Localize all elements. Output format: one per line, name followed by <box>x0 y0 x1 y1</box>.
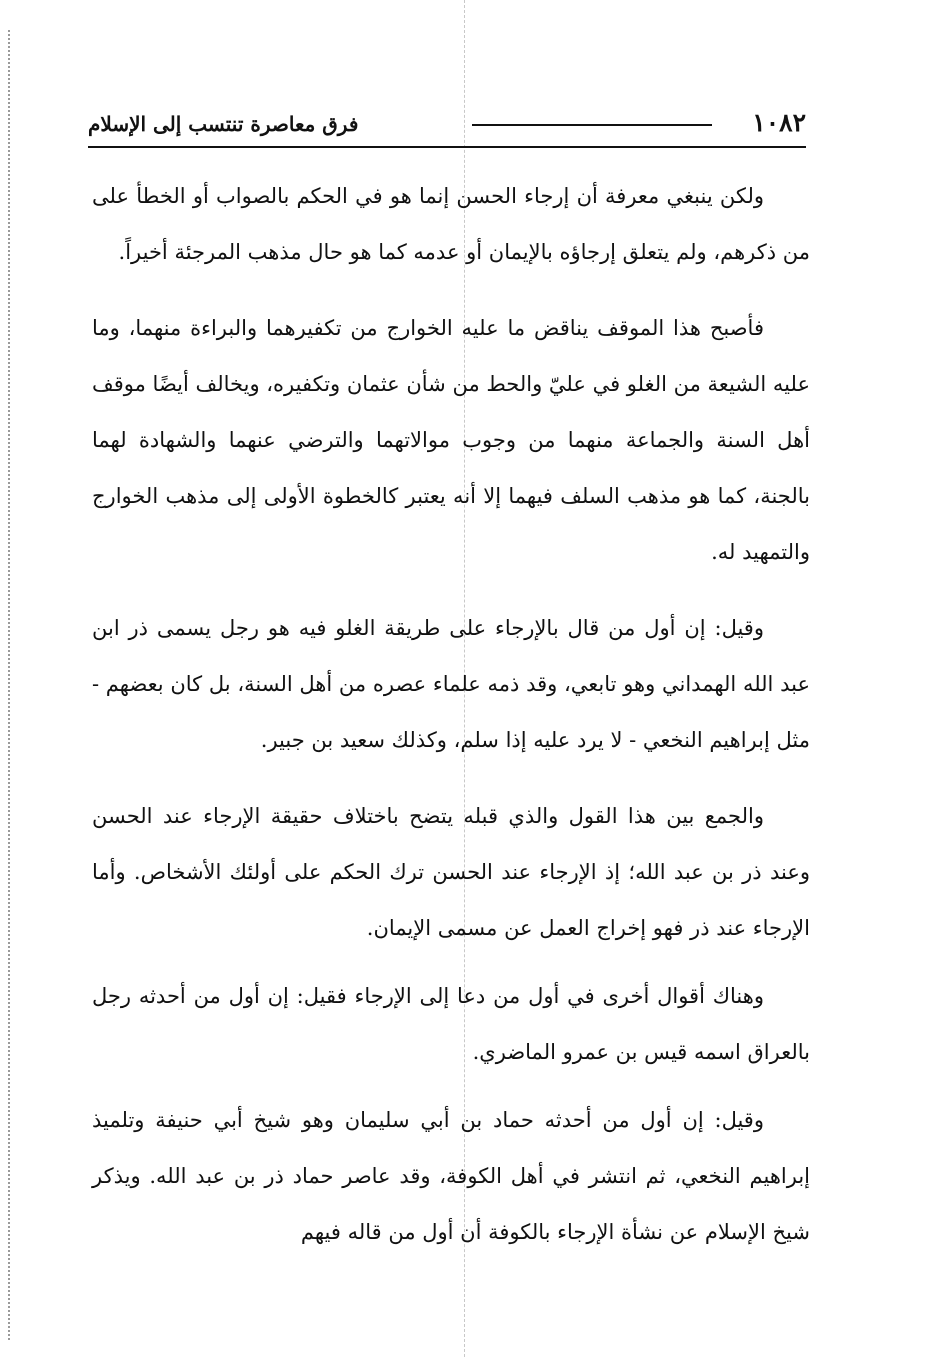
paragraph-2: فأصبح هذا الموقف يناقض ما عليه الخوارج من تكفيرهما والبراءة منهما، وما عليه الشيعة من الغلو في عليّ والحط من شأن عثمان وتكفيره، ويخالف أيضًا موقف أهل السنة والجماعة منهما من وجوب موالاتهما والترضي عنهما والشهادة لهما بالجنة، كما هو مذهب السلف فيهما إلا أنه يعتبر كالخطوة الأولى إلى مذهب الخوارج والتمهيد له. <box>92 316 810 564</box>
running-title: فرق معاصرة تنتسب إلى الإسلام <box>88 112 359 136</box>
header-rule <box>88 146 806 148</box>
paragraph-3: وقيل: إن أول من قال بالإرجاء على طريقة الغلو فيه هو رجل يسمى ذر ابن عبد الله الهمداني وهو تابعي، وقد ذمه علماء عصره من أهل السنة، بل كان بعضهم - مثل إبراهيم النخعي - لا يرد عليه إذا سلم، وكذلك سعيد بن جبير. <box>92 616 810 752</box>
body-text <box>92 168 810 1280</box>
paragraph-5: وهناك أقوال أخرى في أول من دعا إلى الإرجاء فقيل: إن أول من أحدثه رجل بالعراق اسمه قيس بن عمرو الماضري. <box>92 984 810 1064</box>
paragraph-1: ولكن ينبغي معرفة أن إرجاء الحسن إنما هو في الحكم بالصواب أو الخطأ على من ذكرهم، ولم يتعلق إرجاؤه بالإيمان أو عدمه كما هو حال مذهب المرجئة أخيراً. <box>92 184 810 264</box>
scan-edge-dots <box>8 30 10 1340</box>
page-number: ١٠٨٢ <box>752 108 806 137</box>
page-header <box>88 108 806 144</box>
header-divider-short <box>472 124 712 126</box>
paragraph-4: والجمع بين هذا القول والذي قبله يتضح باختلاف حقيقة الإرجاء عند الحسن وعند ذر بن عبد الله؛ إذ الإرجاء عند الحسن ترك الحكم على أولئك الأشخاص. وأما الإرجاء عند ذر فهو إخراج العمل عن مسمى الإيمان. <box>92 804 810 940</box>
paragraph-6: وقيل: إن أول من أحدثه حماد بن أبي سليمان وهو شيخ أبي حنيفة وتلميذ إبراهيم النخعي، ثم انتشر في أهل الكوفة، وقد عاصر حماد ذر بن عبد الله. ويذكر شيخ الإسلام عن نشأة الإرجاء بالكوفة أن أول من قاله فيهم <box>92 1108 810 1244</box>
